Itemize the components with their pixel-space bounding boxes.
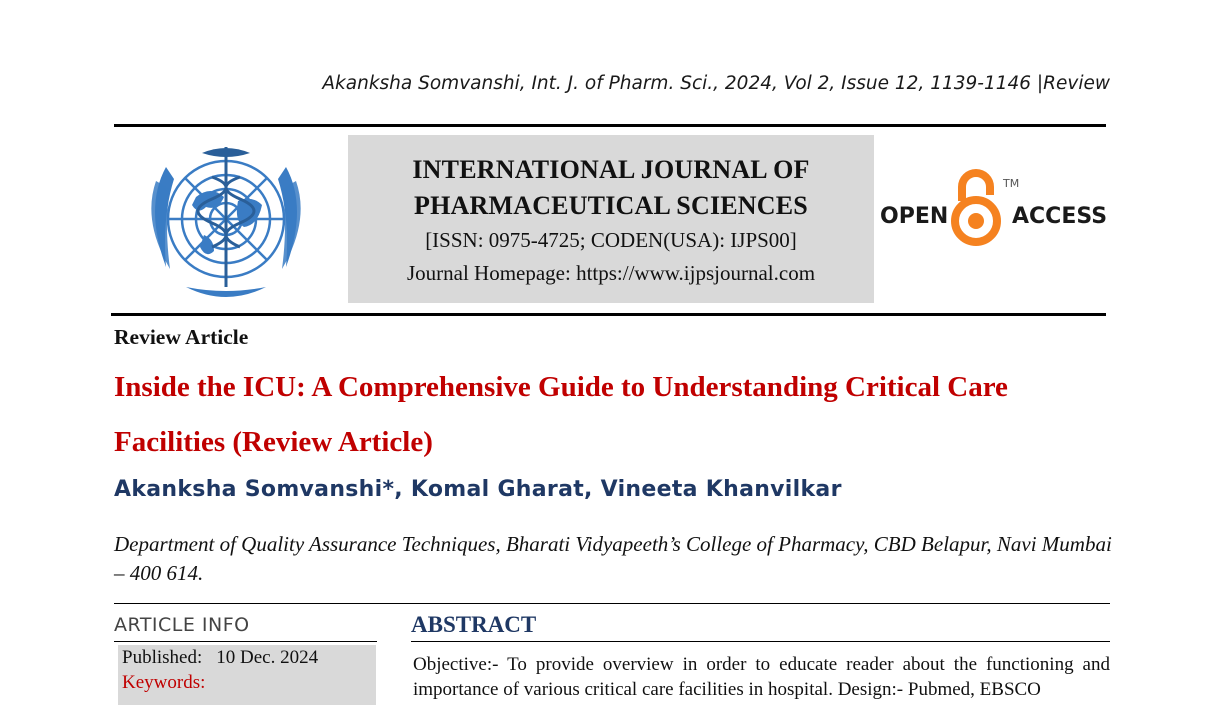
issn-line: [ISSN: 0975-4725; CODEN(USA): IJPS00] [425, 228, 797, 252]
top-rule [114, 124, 1106, 127]
svg-text:OPEN: OPEN [880, 204, 949, 229]
affiliation: Department of Quality Assurance Techniques, Bharati Vidyapeeth’s College of Pharmacy, CBD Belapur, Navi Mumbai – 400 614. [114, 532, 1112, 585]
journal-masthead [348, 135, 874, 303]
svg-text:TM: TM [1003, 177, 1020, 190]
journal-title: INTERNATIONAL JOURNAL OF PHARMACEUTICAL SCIENCES [412, 155, 810, 220]
masthead-bottom-rule [111, 313, 1106, 316]
open-access-logo [880, 165, 1110, 255]
abstract-rule [411, 641, 1110, 642]
article-title: Inside the ICU: A Comprehensive Guide to Understanding Critical Care Facilities (Review Article) [114, 371, 1008, 458]
published-date: Published: 10 Dec. 2024 [122, 647, 319, 668]
journal-homepage-link[interactable]: Journal Homepage: https://www.ijpsjournal.com [406, 261, 816, 285]
section-divider [114, 603, 1110, 604]
article-info-heading: ARTICLE INFO [114, 614, 250, 636]
abstract-heading: ABSTRACT [411, 612, 537, 637]
svg-text:ACCESS: ACCESS [1012, 204, 1108, 229]
article-type: Review Article [114, 325, 249, 349]
keywords-label: Keywords: [122, 672, 206, 693]
article-info-rule [114, 641, 377, 642]
running-head: Akanksha Somvanshi, Int. J. of Pharm. Sci., 2024, Vol 2, Issue 12, 1139-1146 |Review [322, 73, 1110, 94]
journal-emblem-logo [126, 137, 326, 307]
author-list: Akanksha Somvanshi*, Komal Gharat, Vineeta Khanvilkar [114, 477, 842, 502]
abstract-text: Objective:- To provide overview in order to educate reader about the functioning and importance of various critical care facilities in hospital. Design:- Pubmed, EBSCO [413, 654, 1110, 700]
